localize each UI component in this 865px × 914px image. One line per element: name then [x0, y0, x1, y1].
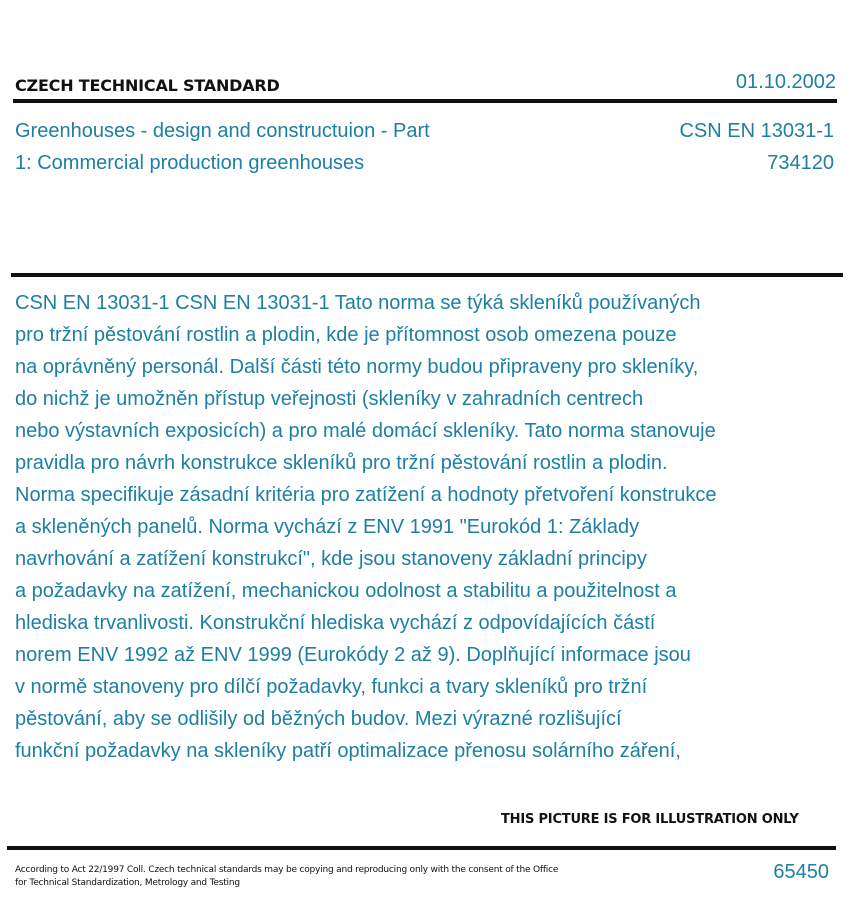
body-line: v normě stanoveny pro dílčí požadavky, funkci a tvary skleníků pro tržní — [15, 676, 648, 698]
document-name-line: Greenhouses - design and constructuion - Part — [15, 120, 430, 142]
header-rule — [13, 99, 837, 103]
body-line: nebo výstavních exposicích) a pro malé domácí skleníky. Tato norma stanovuje — [15, 420, 716, 442]
document-name-line: 1: Commercial production greenhouses — [15, 152, 365, 174]
body-line: do nichž je umožněn přístup veřejnosti (skleníky v zahradních centrech — [15, 388, 644, 410]
standard-code: CSN EN 13031-1 — [679, 120, 834, 142]
footer-rule — [7, 846, 836, 850]
body-line: pro tržní pěstování rostlin a plodin, kde je přítomnost osob omezena pouze — [15, 324, 677, 346]
body-line: pravidla pro návrh konstrukce skleníků pro tržní pěstování rostlin a plodin. — [15, 452, 668, 474]
illustration-note: THIS PICTURE IS FOR ILLUSTRATION ONLY — [501, 812, 799, 827]
header-date: 01.10.2002 — [735, 71, 836, 93]
body-line: Norma specifikuje zásadní kritéria pro zatížení a hodnoty přetvoření konstrukce — [15, 484, 717, 506]
body-text — [15, 287, 815, 767]
document-codes — [679, 115, 834, 179]
body-line: navrhování a zatížení konstrukcí", kde jsou stanoveny základní principy — [15, 548, 647, 570]
header-title: CZECH TECHNICAL STANDARD — [15, 76, 280, 95]
class-number: 734120 — [767, 152, 834, 174]
page-number: 65450 — [773, 861, 829, 883]
document-name — [15, 115, 485, 179]
body-line: a skleněných panelů. Norma vychází z ENV 1991 "Eurokód 1: Základy — [15, 516, 640, 538]
section-rule — [11, 273, 843, 277]
body-line: hlediska trvanlivosti. Konstrukční hlediska vychází z odpovídajících částí — [15, 612, 656, 634]
body-line: pěstování, aby se odlišily od běžných budov. Mezi výrazné rozlišující — [15, 708, 622, 730]
legal-notice — [15, 864, 595, 890]
body-line: CSN EN 13031-1 CSN EN 13031-1 Tato norma se týká skleníků používaných — [15, 292, 701, 314]
legal-line: for Technical Standardization, Metrology and Testing — [15, 878, 240, 888]
body-line: funkční požadavky na skleníky patří optimalizace přenosu solárního záření, — [15, 740, 681, 762]
body-line: a požadavky na zatížení, mechanickou odolnost a stabilitu a použitelnost a — [15, 580, 677, 602]
body-line: norem ENV 1992 až ENV 1999 (Eurokódy 2 až 9). Doplňující informace jsou — [15, 644, 691, 666]
legal-line: According to Act 22/1997 Coll. Czech technical standards may be copying and reproducing only with the consent of the Office — [15, 865, 559, 875]
body-line: na oprávněný personál. Další části této normy budou připraveny pro skleníky, — [15, 356, 699, 378]
